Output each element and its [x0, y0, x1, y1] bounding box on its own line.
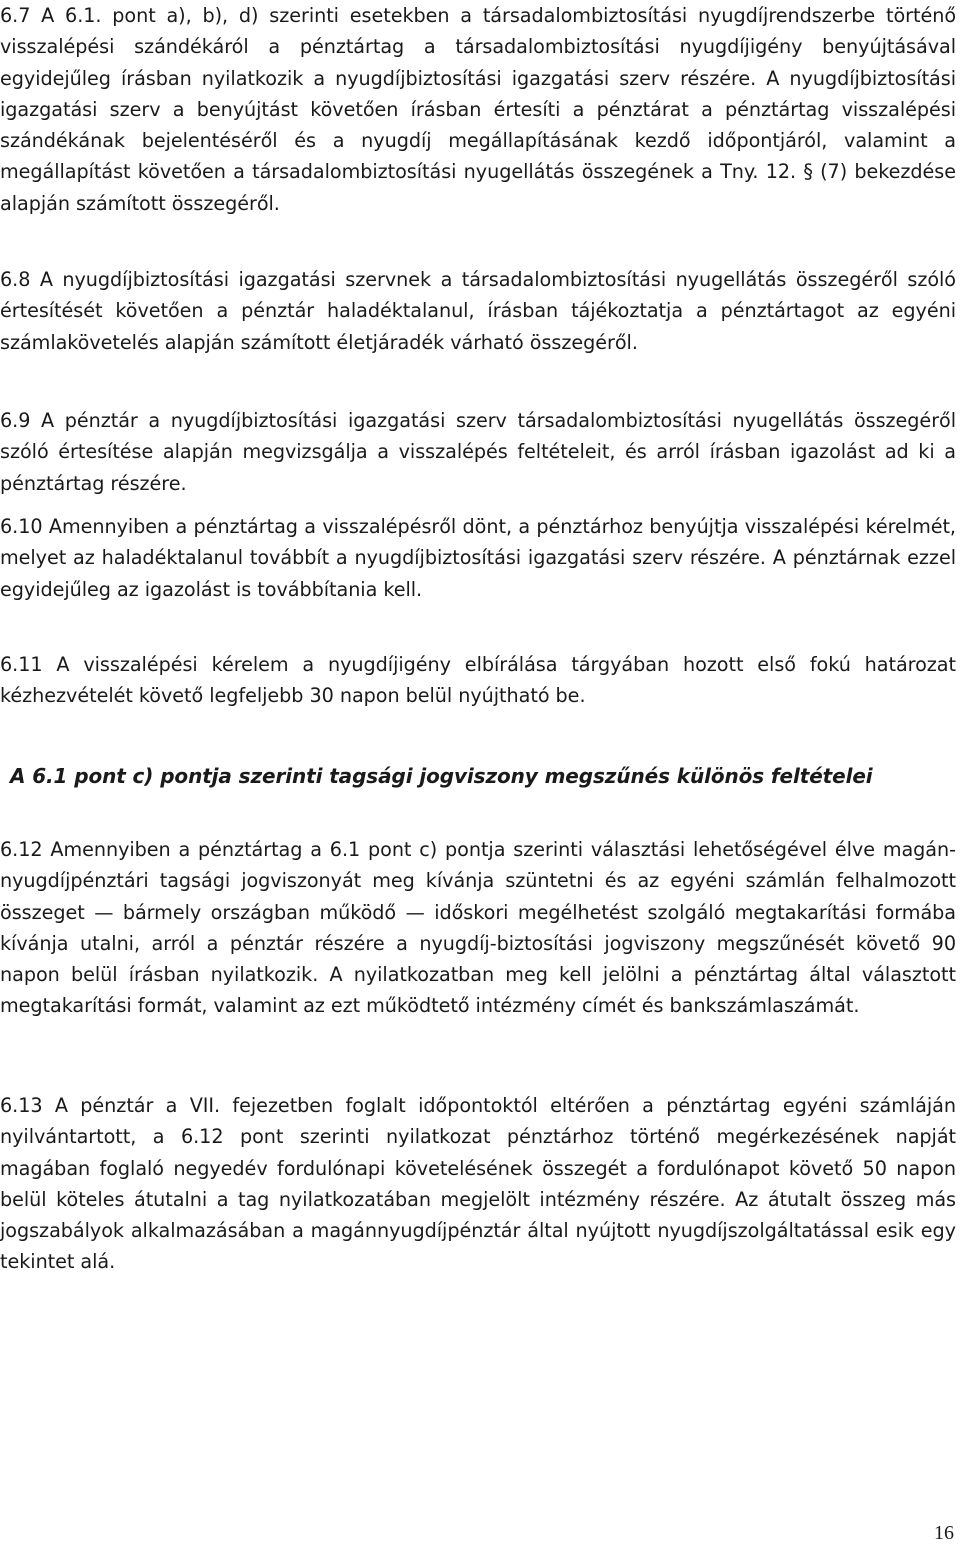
paragraph-text: Amennyiben a pénztártag a 6.1 pont c) pontja szerinti választási lehetőségével élve magán-nyugdíjpénztári tagsági jogviszonyát meg kívánja szüntetni és az egyéni számlán felhalmozott összeget — bármely országban működő — időskori megélhetést szolgáló megtakarítási formába kívánja utalni, arról a pénztár részére a nyugdíj-biztosítási jogviszony megszűnését követő 90 napon belül írásban nyilatkozik. A nyilatkozatban meg kell jelölni a pénztártag által választott megtakarítási formát, valamint az ezt működtető intézmény címét és bankszámlaszámát.: [0, 838, 956, 1018]
paragraph-6-11: [0, 649, 956, 712]
paragraph-number: 6.9: [0, 409, 31, 432]
paragraph-text: A pénztár a nyugdíjbiztosítási igazgatási szerv társadalombiztosítási nyugellátás összegéről szóló értesítése alapján megvizsgálja a visszalépés feltételeit, és arról írásban igazolást ad ki a pénztártag részére.: [0, 409, 956, 495]
paragraph-text: Amennyiben a pénztártag a visszalépésről dönt, a pénztárhoz benyújtja visszalépési kérelmét, melyet az haladéktalanul továbbít a nyugdíjbiztosítási igazgatási szerv részére. A pénztárnak ezzel egyidejűleg az igazolást is továbbítania kell.: [0, 515, 956, 601]
paragraph-number: 6.7 A 6.1.: [0, 4, 102, 27]
paragraph-text: A pénztár a VII. fejezetben foglalt időpontoktól eltérően a pénztártag egyéni számláján nyilvántartott, a 6.12 pont szerinti nyilatkozat pénztárhoz történő megérkezésének napját magában foglaló negyedév fordulónapi követelésének összegét a fordulónapot követő 50 napon belül köteles átutalni a tag nyilatkozatában megjelölt intézmény részére. Az átutalt összeg más jogszabályok alkalmazásában a magánnyugdíjpénztár által nyújtott nyugdíjszolgáltatással esik egy tekintet alá.: [0, 1094, 956, 1274]
paragraph-text: A visszalépési kérelem a nyugdíjigény elbírálása tárgyában hozott első fokú határozat kézhezvételét követő legfeljebb 30 napon belül nyújtható be.: [0, 653, 956, 708]
paragraph-number: 6.13: [0, 1094, 43, 1117]
paragraph-6-8: [0, 264, 956, 358]
paragraph-number: 6.10: [0, 515, 43, 538]
paragraph-6-7: [0, 0, 956, 219]
page-number: 16: [934, 1522, 954, 1544]
paragraph-number: 6.12: [0, 838, 43, 861]
paragraph-6-13: [0, 1090, 956, 1278]
paragraph-text: A nyugdíjbiztosítási igazgatási szervnek a társadalombiztosítási nyugellátás összegéről szóló értesítését követően a pénztár haladéktalanul, írásban tájékoztatja a pénztártagot az egyéni számlakövetelés alapján számított életjáradék várható összegéről.: [0, 268, 956, 354]
paragraph-6-10: [0, 511, 956, 605]
paragraph-number: 6.8: [0, 268, 31, 291]
paragraph-text: pont a), b), d) szerinti esetekben a társadalombiztosítási nyugdíjrendszerbe történő visszalépési szándékáról a pénztártag a társadalombiztosítási nyugdíjigény benyújtásával egyidejűleg írásban nyilatkozik a nyugdíjbiztosítási igazgatási szerv részére. A nyugdíjbiztosítási igazgatási szerv a benyújtást követően írásban értesíti a pénztárat a pénztártag visszalépési szándékának bejelentéséről és a nyugdíj megállapításának kezdő időpontjáról, valamint a megállapítást követően a társadalombiztosítási nyugellátás összegének a Tny. 12. § (7) bekezdése alapján számított összegéről.: [0, 4, 957, 215]
paragraph-6-12: [0, 834, 956, 1022]
paragraph-6-9: [0, 405, 956, 499]
section-heading: A 6.1 pont c) pontja szerinti tagsági jogviszony megszűnés különös feltételei: [10, 764, 873, 788]
paragraph-number: 6.11: [0, 653, 43, 676]
